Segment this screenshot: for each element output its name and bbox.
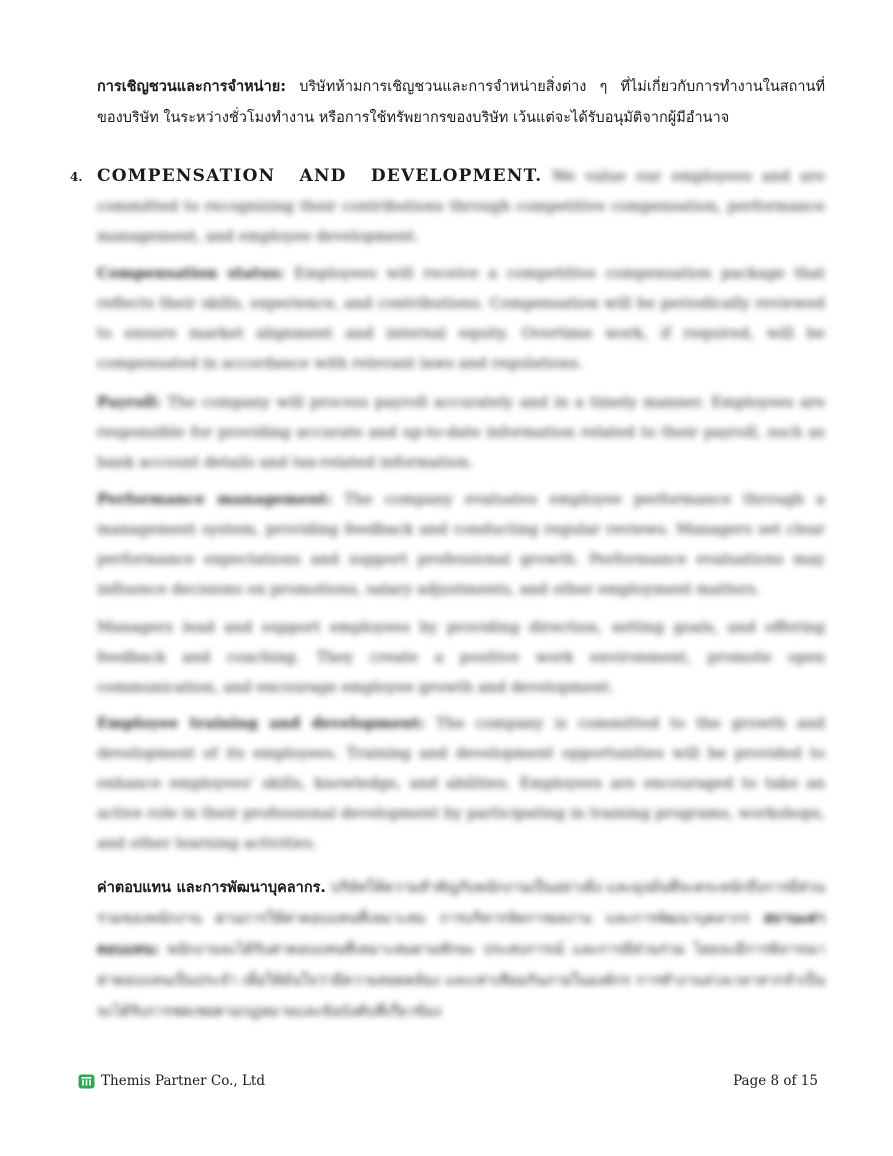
solicitation-text: บริษัทห้ามการเชิญชวนและการจำหน่ายสิ่งต่าง ๆ ที่ไม่เกี่ยวกับการทำงานในสถานที่ของบริษัท ในระหว่างชั่วโมงทำงาน หรือการใช้ทรัพยากรของบริษัท เว้นแต่จะได้รับอนุมัติจากผู้มีอำนาจ [97, 79, 825, 126]
footer-brand [78, 1073, 265, 1089]
solicitation-label: การเชิญชวนและการจำหน่าย: [97, 79, 287, 95]
footer-page-number: Page 8 of 15 [733, 1073, 818, 1089]
thai-compensation-paragraph [97, 873, 825, 1028]
section-heading-paragraph [97, 161, 825, 251]
managers-text: Managers lead and support employees by providing direction, setting goals, and offering feedback and coaching. They create a positive work environment, promote open communication, and encourage employee growth and development. [97, 618, 825, 696]
thai-status-text: พนักงานจะได้รับค่าตอบแทนที่เหมาะสมตามทักษะ ประสบการณ์ และการมีส่วนร่วม โดยจะมีการพิจารณาค่าตอบแทนเป็นประจำ เพื่อให้มั่นใจว่ามีความสอดคล้อง และเท่าเทียมกันภายในองค์กร การทำงานล่วงเวลาหากจำเป็น จะได้รับการชดเชยตามกฎหมายและข้อบังคับที่เกี่ยวข้อง [97, 942, 825, 1020]
performance-text: The company evaluates employee performance through a management system, providing feedback and conducting regular reviews. Managers set clear performance expectations and support professional growth. Performance evaluations may influence decisions on promotions, salary adjustments, and other employment matters. [97, 490, 825, 598]
footer-company: Themis Partner Co., Ltd [101, 1073, 265, 1089]
performance-label: Performance management: [97, 490, 333, 508]
compensation-text: Employees will receive a competitive compensation package that reflects their skills, experience, and contributions. Compensation will be periodically reviewed to ensure market alignment and internal equity. Overtime work, if required, will be compensated in accordance with relevant laws and regulations. [97, 264, 825, 372]
thai-status-label: สถานะค่าตอบแทน: [97, 911, 825, 958]
managers-paragraph [97, 612, 825, 702]
performance-paragraph [97, 484, 825, 604]
payroll-label: Payroll: [97, 393, 162, 411]
training-label: Employee training and development: [97, 714, 425, 732]
payroll-paragraph [97, 387, 825, 477]
compensation-paragraph [97, 258, 825, 378]
thai-section-text: บริษัทให้ความสำคัญกับพนักงานเป็นอย่างยิ่ง และมุ่งมั่นที่จะตระหนักถึงการมีส่วนร่วมของพนักงาน ผ่านการให้ค่าตอบแทนที่เหมาะสม การบริหารจัดการผลงาน และการพัฒนาบุคลากร [97, 880, 825, 927]
training-paragraph [97, 708, 825, 858]
thai-section-title: ค่าตอบแทน และการพัฒนาบุคลากร. [97, 880, 326, 896]
solicitation-paragraph [97, 72, 825, 134]
page-footer [78, 1070, 818, 1092]
payroll-text: The company will process payroll accurately and in a timely manner. Employees are responsible for providing accurate and up-to-date information related to their payroll, such as bank account details and tax-related information. [97, 393, 825, 471]
compensation-label: Compensation status: [97, 264, 285, 282]
section-number: 4. [70, 170, 83, 184]
section-intro-text: We value our employees and are committed to recognizing their contributions through competitive compensation, performance management, and employee development. [97, 167, 825, 245]
training-text: The company is committed to the growth and development of its employees. Training and development opportunities will be provided to enhance employees' skills, knowledge, and abilities. Employees are encouraged to take an active role in their professional development by participating in training programs, workshops, and other learning activities. [97, 714, 825, 852]
themis-logo-icon [78, 1074, 95, 1089]
section-title: COMPENSATION AND DEVELOPMENT. [97, 166, 543, 186]
